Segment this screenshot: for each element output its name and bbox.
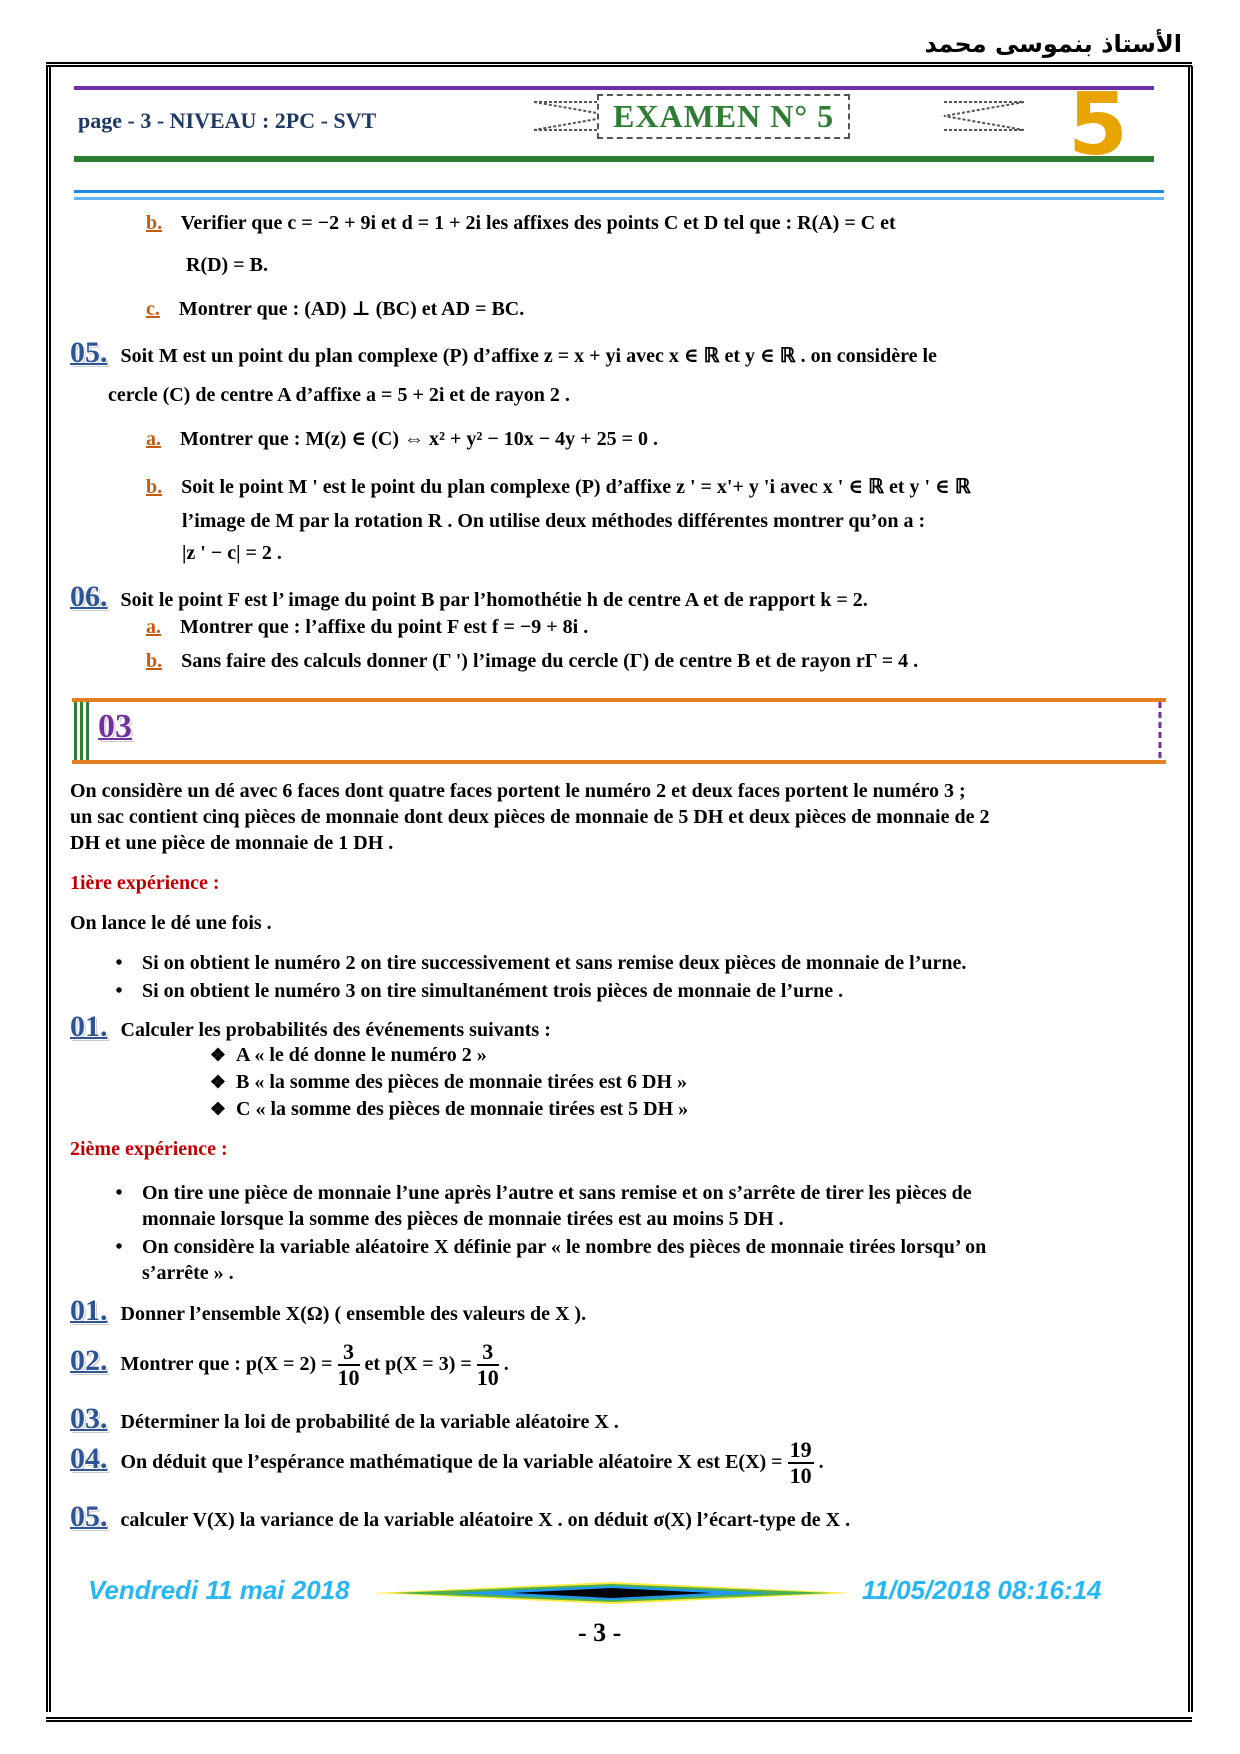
bullet-icon: • (115, 952, 123, 974)
question-number: 05. (70, 336, 108, 369)
question-text: Déterminer la loi de probabilité de la variable aléatoire X . (120, 1411, 619, 1433)
question-text: Montrer que : p(X = 2) = (120, 1352, 333, 1375)
footer-timestamp: 11/05/2018 08:16:14 (862, 1575, 1102, 1605)
item-text: Montrer que : l’affixe du point F est f = −9 + 8i . (180, 616, 589, 638)
ex3-intro-line2: un sac contient cinq pièces de monnaie dont deux pièces de monnaie de 5 DH et deux pièces de monnaie de 2 (70, 806, 990, 828)
ex3-question-d (70, 1438, 824, 1488)
exercise-3-header-box (72, 696, 1168, 770)
ex3-question-b (70, 1340, 509, 1390)
question-text: Donner l’ensemble X(Ω) ( ensemble des valeurs de X ). (120, 1303, 587, 1325)
item-label: a. (146, 616, 161, 638)
separator-blue-1 (74, 190, 1164, 193)
bullet-text: On tire une pièce de monnaie l’une après l’autre et sans remise et on s’arrête de tirer les pièces de (142, 1182, 972, 1204)
question-number: 05. (70, 1500, 108, 1533)
frame-right-border (1188, 66, 1193, 1712)
footer-decoration (372, 1580, 852, 1606)
fraction-denominator: 10 (337, 1365, 360, 1391)
question-text: On déduit que l’espérance mathématique de la variable aléatoire X est E(X) = (120, 1450, 783, 1473)
bullet-text: On considère la variable aléatoire X définie par « le nombre des pièces de monnaie tirées lorsqu’ on (142, 1236, 987, 1258)
experience-1-intro: On lance le dé une fois . (70, 912, 272, 934)
question-text-2: et p(X = 3) = (364, 1352, 472, 1375)
author-name: الأستاذ بنموسى محمد (924, 30, 1182, 58)
question-text: calculer V(X) la variance de la variable aléatoire X . on déduit σ(X) l’écart-type de X . (120, 1509, 851, 1531)
item-label: a. (146, 428, 161, 450)
item-text: Montrer que : (AD) ⊥ (BC) et AD = BC. (178, 298, 525, 320)
exp1-bullet-1 (96, 952, 966, 975)
question-text: Soit M est un point du plan complexe (P) d’affixe z = x + yi avec x ∈ ℝ et y ∈ ℝ . on considère le (120, 345, 937, 367)
event-b (200, 1071, 687, 1094)
exp2-bullet-1-cont: monnaie lorsque la somme des pièces de monnaie tirées est au moins 5 DH . (142, 1208, 784, 1230)
fraction-denominator: 10 (476, 1365, 499, 1391)
item-label: b. (146, 212, 163, 234)
question-number: 02. (70, 1343, 108, 1377)
ex2-question-5 (70, 336, 937, 370)
fraction-2 (477, 1340, 499, 1390)
header-bottom-rule (74, 156, 1154, 162)
diamond-bullet-icon: ❖ (209, 1099, 227, 1119)
event-a (200, 1044, 487, 1067)
event-text: B « la somme des pièces de monnaie tirées est 6 DH » (236, 1071, 688, 1093)
ex3-question-a (70, 1294, 586, 1328)
footer-date: Vendredi 11 mai 2018 (88, 1575, 350, 1605)
bullet-icon: • (115, 980, 123, 1002)
exercise-3-number: 03 (98, 708, 132, 745)
ex3-intro-line3: DH et une pièce de monnaie de 1 DH . (70, 832, 394, 854)
ex2-item-5b (146, 474, 971, 499)
question-number: 03. (70, 1402, 108, 1435)
question-text: Soit le point F est l’ image du point B par l’homothétie h de centre A et de rapport k = 2. (120, 589, 868, 611)
ex2-item-b (146, 212, 896, 235)
ex3-question-c (70, 1402, 619, 1436)
question-number: 04. (70, 1441, 108, 1475)
bullet-text: Si on obtient le numéro 3 on tire simultanément trois pièces de monnaie de l’urne . (142, 980, 844, 1002)
ex3-intro-line1: On considère un dé avec 6 faces dont quatre faces portent le numéro 2 et deux faces portent le numéro 3 ; (70, 780, 966, 802)
experience-2-title: 2ième expérience : (70, 1138, 228, 1160)
question-number: 01. (70, 1294, 108, 1327)
fraction-numerator: 3 (338, 1340, 360, 1366)
ex3-question-1 (70, 1010, 551, 1044)
ex3-question-e (70, 1500, 850, 1534)
item-text: Montrer que : M(z) ∈ (C) ⇔ x² + y² − 10x − 4y + 25 = 0 . (180, 428, 658, 450)
separator-blue-2 (74, 197, 1164, 200)
ex2-item-5b-formula: |z ' − c| = 2 . (182, 542, 282, 564)
question-end: . (818, 1450, 824, 1473)
diamond-bullet-icon: ❖ (209, 1072, 227, 1092)
fraction-1 (338, 1340, 360, 1390)
exp2-bullet-2-cont: s’arrête » . (142, 1262, 234, 1284)
fraction-denominator: 10 (789, 1463, 812, 1489)
fraction-expectation (788, 1438, 814, 1488)
ex2-item-6b (146, 650, 918, 673)
exp2-bullet-1 (96, 1182, 972, 1205)
page-number: - 3 - (578, 1618, 622, 1647)
ex2-item-6a (146, 616, 588, 639)
question-number: 06. (70, 580, 108, 613)
exp1-bullet-2 (96, 980, 843, 1003)
frame-left-border (46, 66, 51, 1712)
item-text: Soit le point M ' est le point du plan complexe (P) d’affixe z ' = x'+ y 'i avec x ' ∈ ℝ et y ' ∈ ℝ (181, 476, 971, 498)
header-top-rule (74, 86, 1154, 90)
ex2-item-b-cont: R(D) = B. (186, 254, 268, 276)
bullet-text: Si on obtient le numéro 2 on tire successivement et sans remise deux pièces de monnaie de l’urne. (142, 952, 967, 974)
event-c (200, 1098, 688, 1121)
page-info: page - 3 - NIVEAU : 2PC - SVT (78, 108, 377, 133)
exam-title: EXAMEN N° 5 (597, 94, 850, 139)
item-text: Sans faire des calculs donner (Γ ') l’image du cercle (Γ) de centre B et de rayon rΓ = 4 . (181, 650, 919, 672)
bullet-icon: • (115, 1182, 123, 1204)
item-label: b. (146, 650, 163, 672)
fraction-numerator: 3 (477, 1340, 499, 1366)
bullet-icon: • (115, 1236, 123, 1258)
fraction-numerator: 19 (788, 1438, 814, 1464)
exam-number-logo: 5 (1068, 75, 1128, 175)
question-text: Calculer les probabilités des événements suivants : (120, 1019, 551, 1041)
item-text: Verifier que c = −2 + 9i et d = 1 + 2i les affixes des points C et D tel que : R(A) = C et (180, 212, 896, 234)
experience-1-title: 1ière expérience : (70, 872, 220, 894)
ex2-item-5b-cont: l’image de M par la rotation R . On utilise deux méthodes différentes montrer qu’on a : (182, 510, 926, 532)
ex2-question-6 (70, 580, 868, 614)
item-label: c. (146, 298, 160, 320)
ex2-item-c (146, 296, 524, 321)
question-number: 01. (70, 1010, 108, 1043)
item-label: b. (146, 476, 163, 498)
event-text: C « la somme des pièces de monnaie tirées est 5 DH » (236, 1098, 689, 1120)
question-end: . (503, 1352, 509, 1375)
ex2-question-5-cont: cercle (C) de centre A d’affixe a = 5 + 2i et de rayon 2 . (108, 384, 570, 406)
exp2-bullet-2 (96, 1236, 986, 1259)
ex2-item-5a (146, 426, 658, 451)
diamond-bullet-icon: ❖ (209, 1045, 227, 1065)
event-text: A « le dé donne le numéro 2 » (236, 1044, 487, 1066)
